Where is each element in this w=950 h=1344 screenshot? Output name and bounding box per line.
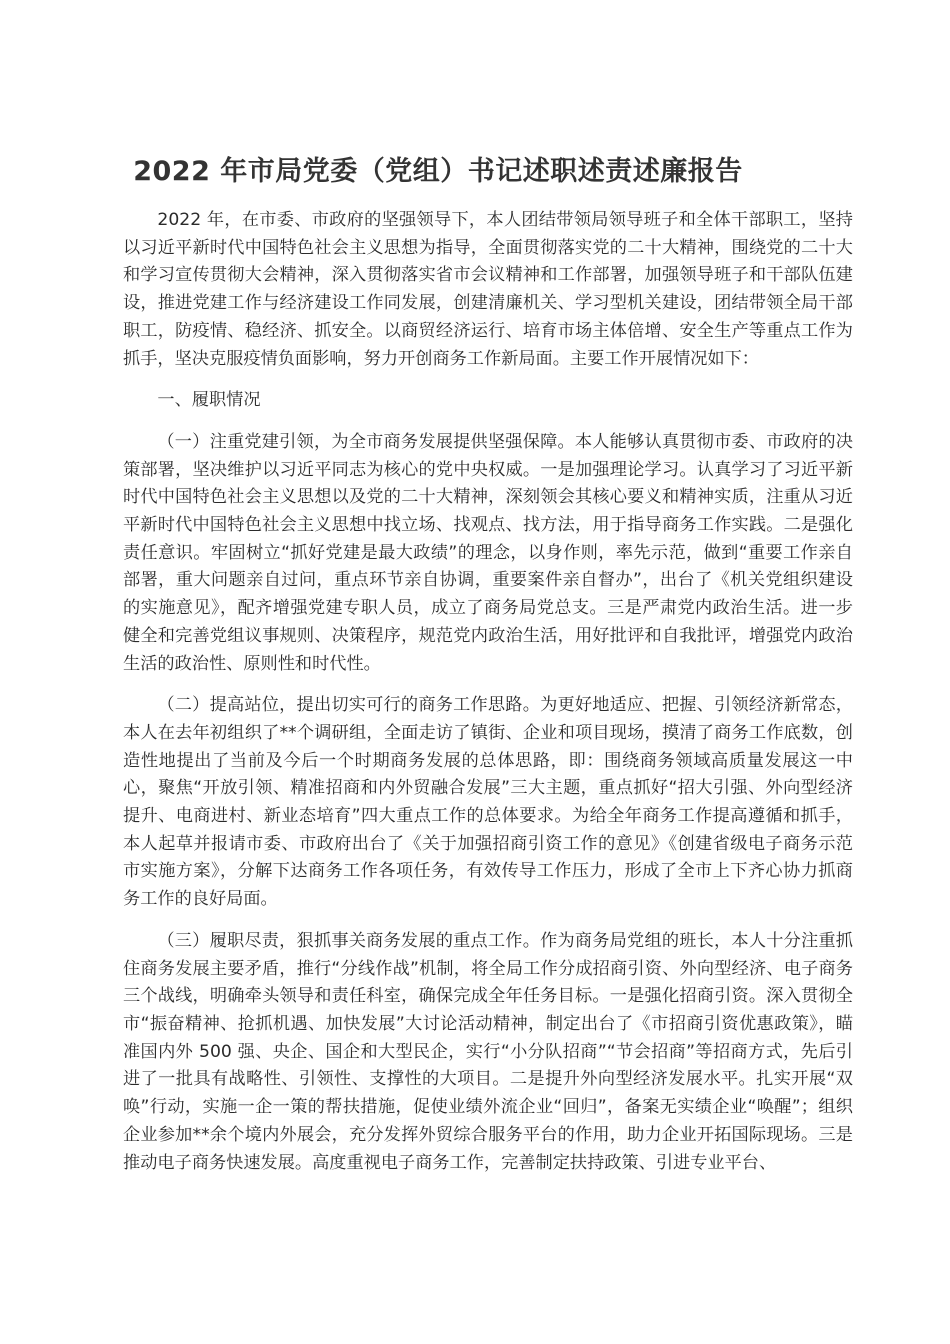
paragraph-work-ideas: （二）提高站位，提出切实可行的商务工作思路。为更好地适应、把握、引领经济新常态，本人在去年初组织了**个调研组，全面走访了镇街、企业和项目现场，摸清了商务工作底数，创造性地提出了当前及今后一个时期商务发展的总体思路，即：围绕商务领域高质量发展这一中心，聚焦“开放引领、精准招商和内外贸融合发展”三大主题，重点抓好“招大引强、外向型经济提升、电商进村、新业态培育”四大重点工作的总体要求。为给全年商务工作提高遵循和抓手，本人起草并报请市委、市政府出台了《关于加强招商引资工作的意见》《创建省级电子商务示范市实施方案》，分解下达商务工作各项任务，有效传导工作压力，形成了全市上下齐心协力抓商务工作的良好局面。 [123,695,853,910]
document-title: 2022 年市局党委（党组）书记述职述责述廉报告 [133,156,743,187]
document-body [123,207,853,1191]
paragraph-party-building: （一）注重党建引领，为全市商务发展提供坚强保障。本人能够认真贯彻市委、市政府的决策部署，坚决维护以习近平同志为核心的党中央权威。一是加强理论学习。认真学习了习近平新时代中国特色社会主义思想以及党的二十大精神，深刻领会其核心要义和精神实质，注重从习近平新时代中国特色社会主义思想中找立场、找观点、找方法，用于指导商务工作实践。二是强化责任意识。牢固树立“抓好党建是最大政绩”的理念，以身作则，率先示范，做到“重要工作亲自部署，重大问题亲自过问，重点环节亲自协调，重要案件亲自督办”，出台了《机关党组织建设的实施意见》，配齐增强党建专职人员，成立了商务局党总支。三是严肃党内政治生活。进一步健全和完善党组议事规则、决策程序，规范党内政治生活，用好批评和自我批评，增强党内政治生活的政治性、原则性和时代性。 [123,431,853,674]
section-heading: 一、履职情况 [157,390,261,411]
paragraph-key-work: （三）履职尽责，狠抓事关商务发展的重点工作。作为商务局党组的班长，本人十分注重抓住商务发展主要矛盾，推行“分线作战”机制，将全局工作分成招商引资、外向型经济、电子商务三个战线，明确牵头领导和责任科室，确保完成全年任务目标。一是强化招商引资。深入贯彻全市“振奋精神、抢抓机遇、加快发展”大讨论活动精神，制定出台了《市招商引资优惠政策》，瞄准国内外 500 强、央企、国企和大型民企，实行“小分队招商”“节会招商”等招商方式，先后引进了一批具有战略性、引领性、支撑性的大项目。二是提升外向型经济发展水平。扎实开展“双唤”行动，实施一企一策的帮扶措施，促使业绩外流企业“回归”，备案无实绩企业“唤醒”；组织企业参加**余个境内外展会，充分发挥外贸综合服务平台的作用，助力企业开拓国际现场。三是推动电子商务快速发展。高度重视电子商务工作，完善制定扶持政策、引进专业平台、 [123,930,853,1173]
intro-paragraph: 2022 年，在市委、市政府的坚强领导下，本人团结带领局领导班子和全体干部职工，坚持以习近平新时代中国特色社会主义思想为指导，全面贯彻落实党的二十大精神，围绕党的二十大和学习宣传贯彻大会精神，深入贯彻落实省市会议精神和工作部署，加强领导班子和干部队伍建设，推进党建工作与经济建设工作同发展，创建清廉机关、学习型机关建设，团结带领全局干部职工，防疫情、稳经济、抓安全。以商贸经济运行、培育市场主体倍增、安全生产等重点工作为抓手，坚决克服疫情负面影响，努力开创商务工作新局面。主要工作开展情况如下： [123,210,853,369]
